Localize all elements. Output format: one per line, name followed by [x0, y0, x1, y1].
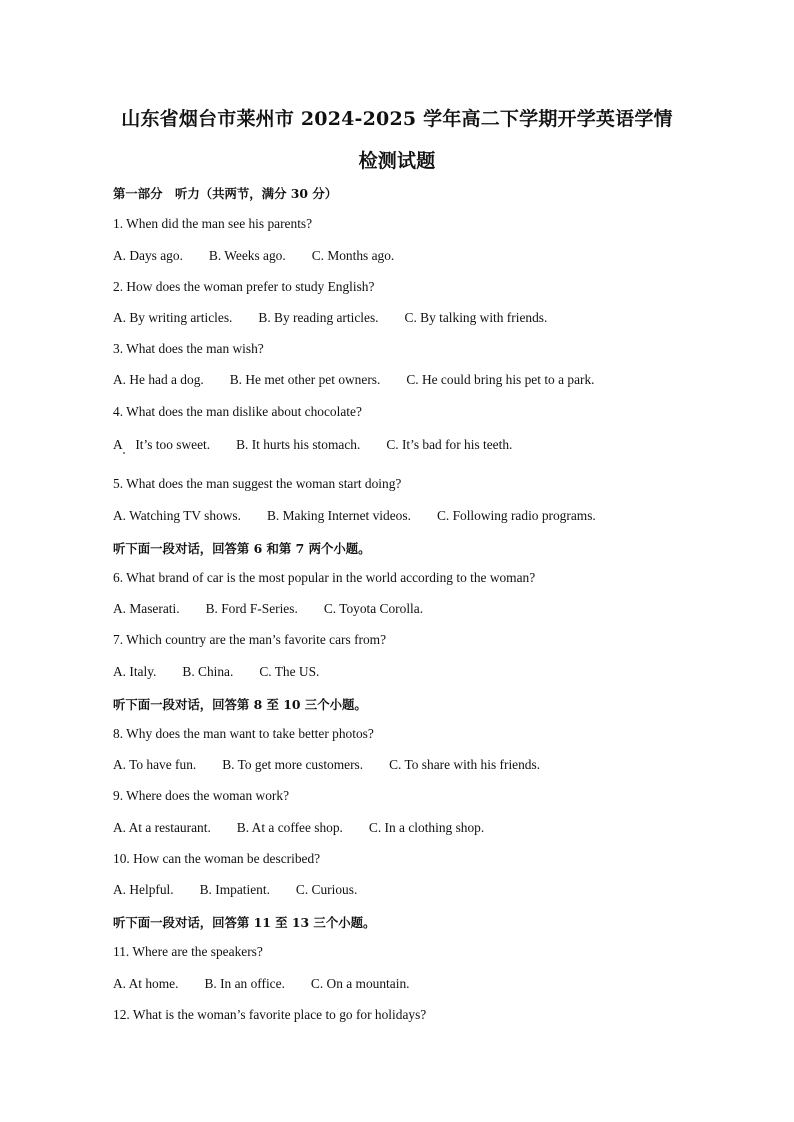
option-c: C. Toyota Corolla.	[323, 601, 424, 616]
option-a: A. Helpful.	[113, 882, 174, 897]
option-c: C. Curious.	[295, 882, 358, 897]
option-c: C. Following radio programs.	[436, 508, 596, 523]
options-2	[113, 310, 573, 326]
question-3: 3. What does the man wish?	[113, 341, 264, 356]
question-7: 7. Which country are the man’s favorite cars from?	[113, 632, 387, 647]
option-b: B. Ford F-Series.	[205, 601, 298, 616]
question-10: 10. How can the woman be described?	[113, 851, 321, 866]
option-c: C. Months ago.	[311, 248, 395, 263]
question-12: 12. What is the woman’s favorite place to go for holidays?	[113, 1007, 427, 1022]
option-a: A. At a restaurant.	[113, 820, 211, 835]
option-b: B. To get more customers.	[222, 757, 364, 772]
option-a: A. Italy.	[113, 664, 157, 679]
option-b: B. Weeks ago.	[208, 248, 286, 263]
option-a: A. Maserati.	[113, 601, 180, 616]
instruction-8-10: 听下面一段对话，回答第 8 至 10 三个小题。	[113, 697, 367, 712]
options-7	[113, 664, 345, 680]
option-b: B. At a coffee shop.	[236, 820, 343, 835]
question-11: 11. Where are the speakers?	[113, 944, 263, 959]
question-5: 5. What does the man suggest the woman start doing?	[113, 476, 402, 491]
option-b: B. In an office.	[204, 976, 285, 991]
instruction-6-7: 听下面一段对话，回答第 6 和第 7 两个小题。	[113, 541, 371, 556]
options-3	[113, 372, 621, 388]
section-heading: 第一部分 听力（共两节，满分 30 分）	[113, 186, 338, 201]
option-c: C. In a clothing shop.	[368, 820, 485, 835]
question-8: 8. Why does the man want to take better photos?	[113, 726, 374, 741]
options-5	[113, 508, 622, 524]
option-b: B. It hurts his stomach.	[236, 437, 361, 452]
question-4: 4. What does the man dislike about chocolate?	[113, 404, 362, 419]
question-2: 2. How does the woman prefer to study English?	[113, 279, 375, 294]
options-8	[113, 757, 566, 773]
options-1	[113, 248, 420, 264]
option-a: A. He had a dog.	[113, 372, 204, 387]
option-c: C. He could bring his pet to a park.	[406, 372, 595, 387]
option-a: A. Days ago.	[113, 248, 183, 263]
options-9	[113, 820, 510, 836]
option-c: C. To share with his friends.	[389, 757, 541, 772]
option-c: C. By talking with friends.	[404, 310, 548, 325]
instruction-11-13: 听下面一段对话，回答第 11 至 13 三个小题。	[113, 915, 376, 930]
options-11	[113, 976, 435, 992]
option-a: A. Watching TV shows.	[113, 508, 241, 523]
option-a: A. At home.	[113, 976, 179, 991]
option-c: C. The US.	[259, 664, 320, 679]
document-title-line2: 检测试题	[358, 150, 436, 172]
question-1: 1. When did the man see his parents?	[113, 216, 313, 231]
option-c: C. It’s bad for his teeth.	[386, 437, 513, 452]
option-b: B. Impatient.	[199, 882, 270, 897]
option-b: B. China.	[182, 664, 234, 679]
document-title-line1: 山东省烟台市莱州市 2024-2025 学年高二下学期开学英语学情	[121, 108, 673, 130]
question-9: 9. Where does the woman work?	[113, 788, 290, 803]
options-4	[113, 434, 538, 453]
option-b: B. He met other pet owners.	[229, 372, 381, 387]
option-b: B. By reading articles.	[258, 310, 379, 325]
question-6: 6. What brand of car is the most popular in the world according to the woman?	[113, 570, 536, 585]
option-c: C. On a mountain.	[310, 976, 410, 991]
options-6	[113, 601, 449, 617]
option-a: A It’s too sweet.	[113, 437, 211, 452]
option-b: B. Making Internet videos.	[267, 508, 411, 523]
option-a: A. To have fun.	[113, 757, 197, 772]
options-10	[113, 882, 383, 898]
option-a: A. By writing articles.	[113, 310, 233, 325]
stray-dot	[123, 452, 125, 454]
